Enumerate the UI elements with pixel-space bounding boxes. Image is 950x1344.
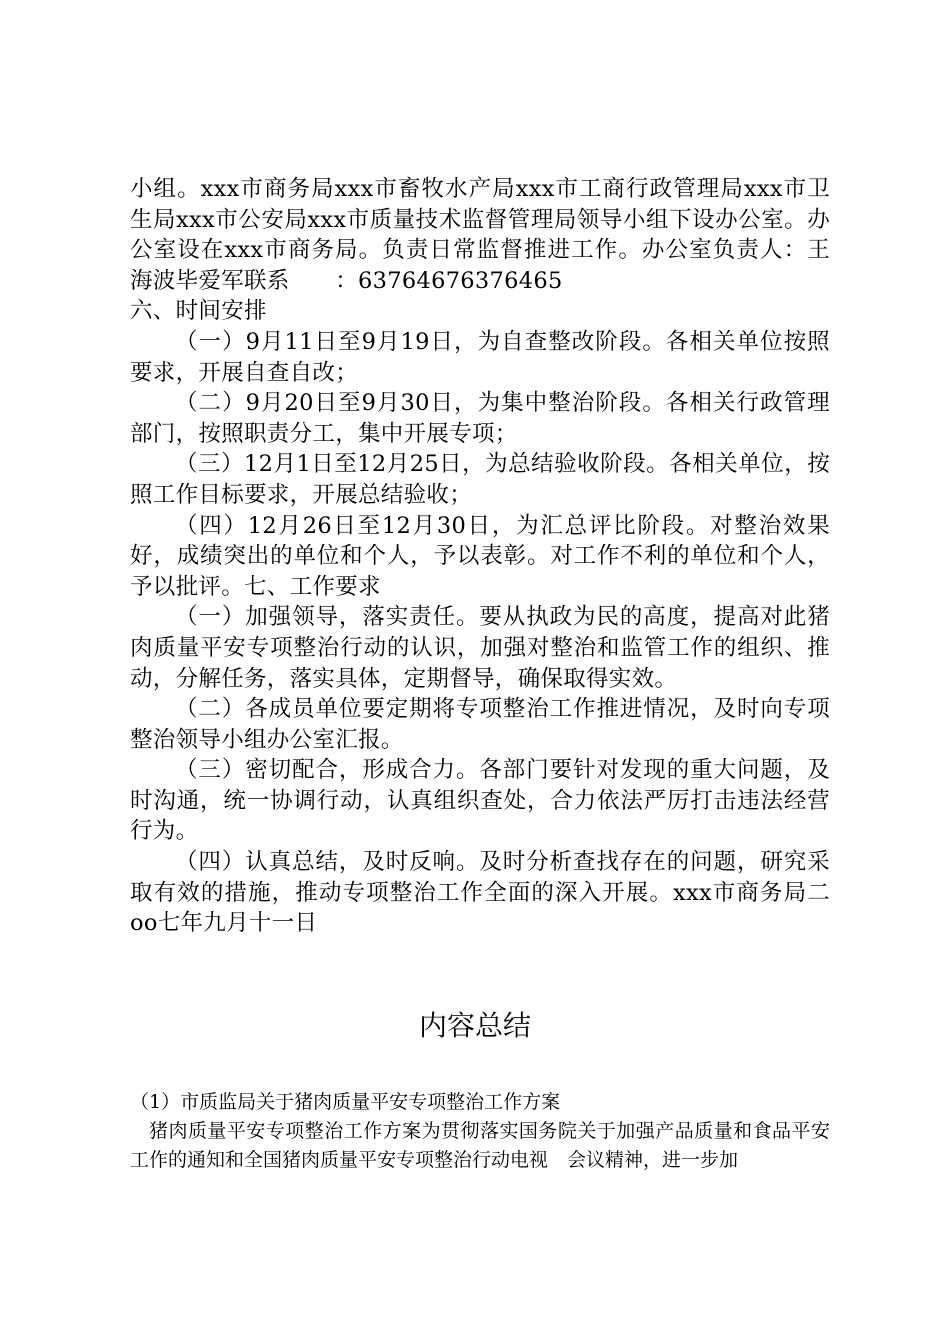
summary-title: 内容总结: [418, 1009, 531, 1042]
paragraph: （三）密切配合，形成合力。各部门要针对发现的重大问题，及时沟通，统一协调行动，认真组织查处，合力依法严厉打击违法经营行为。: [130, 757, 830, 845]
paragraph: （四）认真总结，及时反响。及时分析查找存在的问题，研究采取有效的措施，推动专项整治工作全面的深入开展。xxx市商务局二oo七年九月十一日: [130, 849, 830, 937]
paragraph: 小组。xxx市商务局xxx市畜牧水产局xxx市工商行政管理局xxx市卫生局xxx市公安局xxx市质量技术监督管理局领导小组下设办公室。办公室设在xxx市商务局。负责日常监督推进工作。办公室负责人：王海波毕爱军联系 ：63764676376465: [130, 176, 830, 294]
section-heading: 六、时间安排: [130, 298, 267, 325]
paragraph: （一）加强领导，落实责任。要从执政为民的高度，提高对此猪肉质量平安专项整治行动的认识，加强对整治和监管工作的组织、推动，分解任务，落实具体，定期督导，确保取得实效。: [130, 604, 830, 692]
summary-item-body: 猪肉质量平安专项整治工作方案为贯彻落实国务院关于加强产品质量和食品平安工作的通知和全国猪肉质量平安专项整治行动电视 会议精神，进一步加: [130, 1120, 830, 1171]
paragraph: （二）9月20日至9月30日，为集中整治阶段。各相关行政管理部门，按照职责分工，集中开展专项；: [130, 390, 830, 447]
paragraph: （四）12月26日至12月30日，为汇总评比阶段。对整治效果好，成绩突出的单位和个人，予以表彰。对工作不利的单位和个人，予以批评。七、工作要求: [130, 512, 830, 600]
paragraph: （三）12月1日至12月25日，为总结验收阶段。各相关单位，按照工作目标要求，开展总结验收；: [130, 451, 830, 508]
paragraph: （二）各成员单位要定期将专项整治工作推进情况，及时向专项整治领导小组办公室汇报。: [130, 696, 830, 753]
summary-item-heading: （1）市质监局关于猪肉质量平安专项整治工作方案: [130, 1091, 561, 1113]
document-body: [130, 174, 830, 939]
summary-body: [130, 1088, 830, 1175]
paragraph: （一）9月11日至9月19日，为自查整改阶段。各相关单位按照要求，开展自查自改；: [130, 328, 830, 386]
